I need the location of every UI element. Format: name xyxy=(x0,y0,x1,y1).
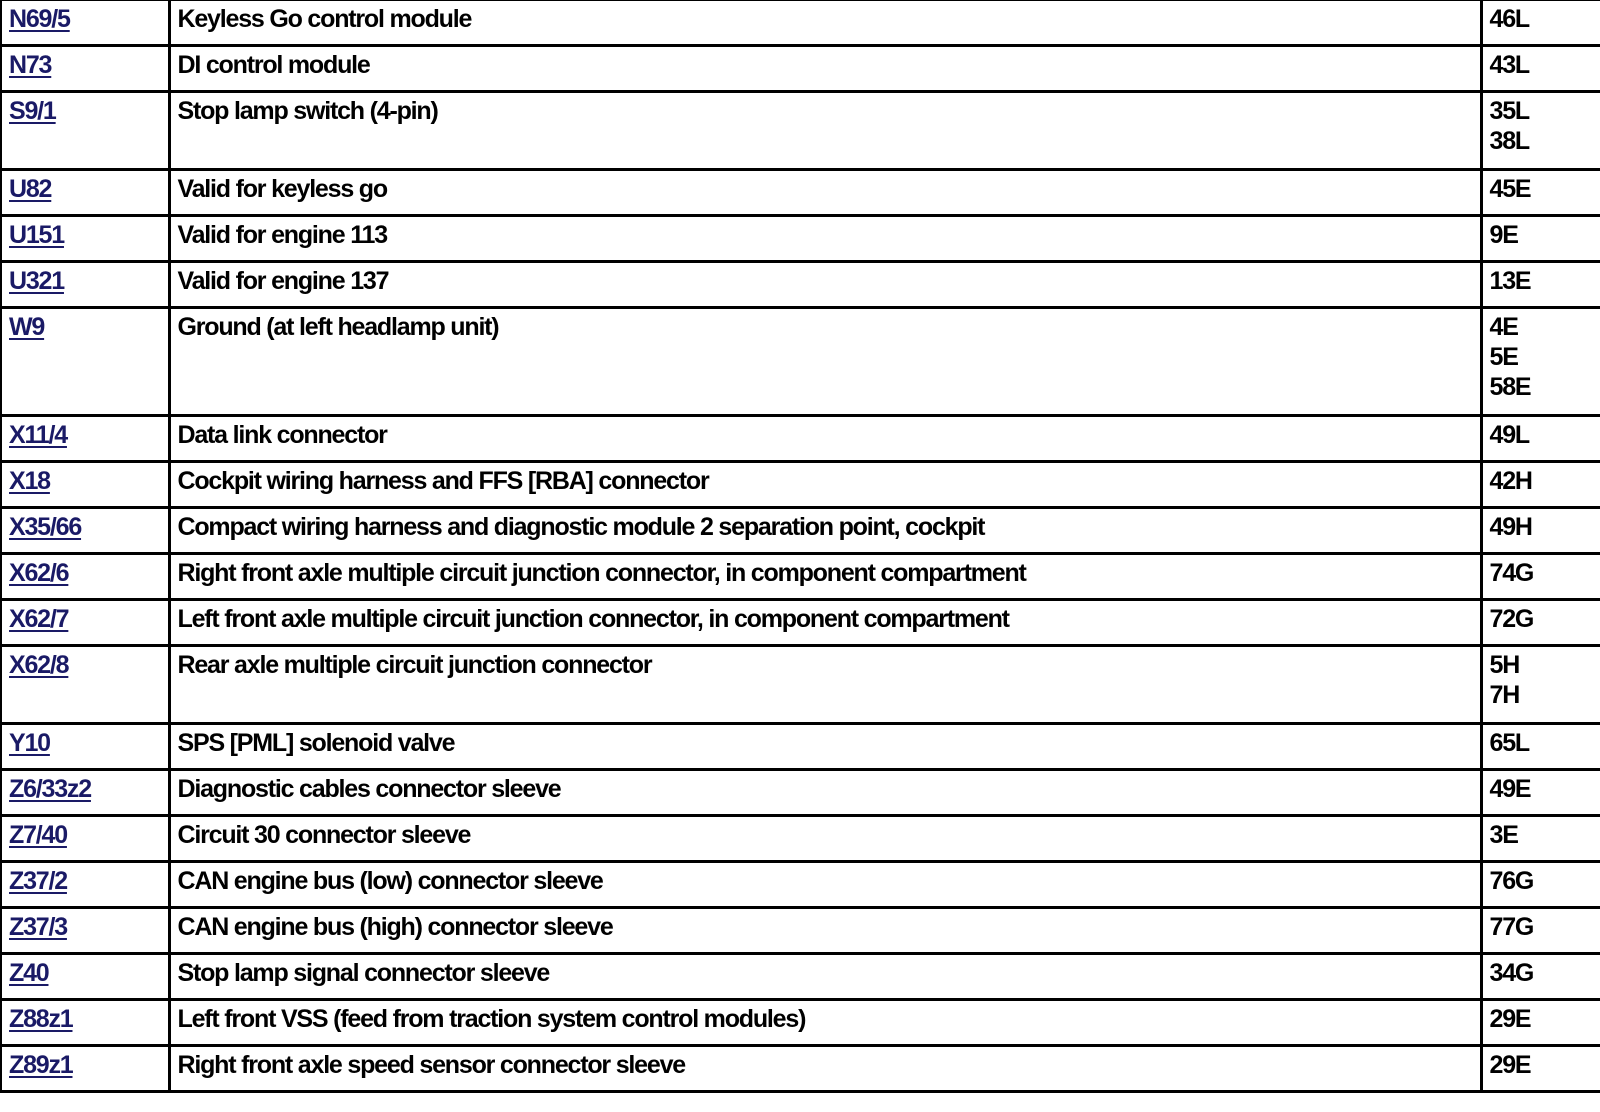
component-description-cell: Rear axle multiple circuit junction connector xyxy=(169,646,1481,724)
table-row xyxy=(1,508,1600,554)
grid-location-cell xyxy=(1481,554,1600,600)
component-description-cell: Left front axle multiple circuit junction connector, in component compartment xyxy=(169,600,1481,646)
component-code-link[interactable]: Z6/33z2 xyxy=(9,775,91,803)
component-code-link[interactable]: X62/6 xyxy=(9,559,69,587)
component-description-cell: DI control module xyxy=(169,46,1481,92)
grid-location: 34G xyxy=(1489,959,1534,987)
table-row xyxy=(1,1046,1600,1092)
component-description-cell: Stop lamp signal connector sleeve xyxy=(169,954,1481,1000)
component-code-cell xyxy=(1,1000,169,1046)
component-description-cell: Stop lamp switch (4-pin) xyxy=(169,92,1481,170)
grid-location: 5E xyxy=(1489,343,1518,371)
grid-location: 42H xyxy=(1489,467,1532,495)
component-code-cell xyxy=(1,262,169,308)
component-code-link[interactable]: U151 xyxy=(9,221,64,249)
component-description-cell: Keyless Go control module xyxy=(169,0,1481,46)
component-code-cell xyxy=(1,600,169,646)
component-description-cell: Valid for keyless go xyxy=(169,170,1481,216)
grid-location-cell xyxy=(1481,600,1600,646)
grid-location-cell xyxy=(1481,0,1600,46)
grid-location-cell xyxy=(1481,1046,1600,1092)
component-code-cell xyxy=(1,216,169,262)
grid-location: 45E xyxy=(1489,175,1531,203)
grid-location-cell xyxy=(1481,816,1600,862)
component-code-link[interactable]: Z40 xyxy=(9,959,49,987)
grid-location-cell xyxy=(1481,1000,1600,1046)
component-description-cell: CAN engine bus (high) connector sleeve xyxy=(169,908,1481,954)
component-code-cell xyxy=(1,954,169,1000)
component-code-link[interactable]: U82 xyxy=(9,175,52,203)
component-description-cell: Cockpit wiring harness and FFS [RBA] connector xyxy=(169,462,1481,508)
table-row xyxy=(1,954,1600,1000)
grid-location-cell xyxy=(1481,646,1600,724)
component-code-cell xyxy=(1,416,169,462)
component-code-link[interactable]: S9/1 xyxy=(9,97,56,125)
component-code-link[interactable]: W9 xyxy=(9,313,45,341)
grid-location: 29E xyxy=(1489,1005,1531,1033)
table-row xyxy=(1,554,1600,600)
grid-location: 38L xyxy=(1489,127,1529,155)
component-code-link[interactable]: U321 xyxy=(9,267,64,295)
grid-location-cell xyxy=(1481,862,1600,908)
component-code-cell xyxy=(1,646,169,724)
component-code-link[interactable]: Z37/3 xyxy=(9,913,67,941)
component-description-cell: Right front axle multiple circuit junction connector, in component compartment xyxy=(169,554,1481,600)
grid-location: 65L xyxy=(1489,729,1529,757)
grid-location: 46L xyxy=(1489,5,1529,33)
component-code-link[interactable]: Z89z1 xyxy=(9,1051,73,1079)
component-code-cell xyxy=(1,816,169,862)
grid-location: 4E xyxy=(1489,313,1518,341)
component-code-cell xyxy=(1,908,169,954)
table-row xyxy=(1,600,1600,646)
component-code-cell xyxy=(1,46,169,92)
grid-location: 49E xyxy=(1489,775,1531,803)
component-description-cell: Right front axle speed sensor connector sleeve xyxy=(169,1046,1481,1092)
grid-location: 29E xyxy=(1489,1051,1531,1079)
table-row xyxy=(1,46,1600,92)
component-description-cell: Valid for engine 137 xyxy=(169,262,1481,308)
component-code-cell xyxy=(1,862,169,908)
component-code-link[interactable]: Z7/40 xyxy=(9,821,67,849)
grid-location-cell xyxy=(1481,508,1600,554)
component-description-cell: Circuit 30 connector sleeve xyxy=(169,816,1481,862)
component-code-link[interactable]: Y10 xyxy=(9,729,50,757)
component-code-cell xyxy=(1,92,169,170)
table-row xyxy=(1,462,1600,508)
table-row xyxy=(1,216,1600,262)
table-row xyxy=(1,0,1600,46)
component-code-link[interactable]: N73 xyxy=(9,51,52,79)
component-description-cell: Ground (at left headlamp unit) xyxy=(169,308,1481,416)
component-code-cell xyxy=(1,170,169,216)
component-code-link[interactable]: X62/7 xyxy=(9,605,69,633)
grid-location: 5H xyxy=(1489,651,1520,679)
grid-location: 35L xyxy=(1489,97,1529,125)
grid-location: 13E xyxy=(1489,267,1531,295)
grid-location-cell xyxy=(1481,954,1600,1000)
grid-location-cell xyxy=(1481,462,1600,508)
grid-location-cell xyxy=(1481,170,1600,216)
grid-location-cell xyxy=(1481,262,1600,308)
component-description-cell: CAN engine bus (low) connector sleeve xyxy=(169,862,1481,908)
grid-location: 58E xyxy=(1489,373,1531,401)
grid-location: 43L xyxy=(1489,51,1529,79)
grid-location-cell xyxy=(1481,46,1600,92)
component-description-cell: SPS [PML] solenoid valve xyxy=(169,724,1481,770)
grid-location-cell xyxy=(1481,216,1600,262)
component-code-link[interactable]: Z88z1 xyxy=(9,1005,73,1033)
component-code-link[interactable]: X18 xyxy=(9,467,50,495)
grid-location: 77G xyxy=(1489,913,1534,941)
component-description-cell: Diagnostic cables connector sleeve xyxy=(169,770,1481,816)
component-description-cell: Data link connector xyxy=(169,416,1481,462)
grid-location: 3E xyxy=(1489,821,1518,849)
component-code-link[interactable]: X62/8 xyxy=(9,651,69,679)
grid-location: 74G xyxy=(1489,559,1534,587)
grid-location-cell xyxy=(1481,770,1600,816)
grid-location: 76G xyxy=(1489,867,1534,895)
component-code-cell xyxy=(1,724,169,770)
component-code-link[interactable]: X35/66 xyxy=(9,513,82,541)
table-row xyxy=(1,308,1600,416)
grid-location: 49H xyxy=(1489,513,1532,541)
grid-location: 9E xyxy=(1489,221,1518,249)
component-code-cell xyxy=(1,462,169,508)
grid-location-cell xyxy=(1481,724,1600,770)
table-row xyxy=(1,92,1600,170)
table-row xyxy=(1,262,1600,308)
grid-location: 49L xyxy=(1489,421,1529,449)
table-row xyxy=(1,170,1600,216)
component-code-link[interactable]: Z37/2 xyxy=(9,867,67,895)
grid-location-cell xyxy=(1481,908,1600,954)
table-row xyxy=(1,646,1600,724)
component-code-cell xyxy=(1,308,169,416)
legend-table-body xyxy=(1,0,1600,1092)
table-row xyxy=(1,862,1600,908)
table-row xyxy=(1,770,1600,816)
table-row xyxy=(1,908,1600,954)
grid-location-cell xyxy=(1481,416,1600,462)
component-code-cell xyxy=(1,1046,169,1092)
table-row xyxy=(1,1000,1600,1046)
grid-location-cell xyxy=(1481,92,1600,170)
table-row xyxy=(1,724,1600,770)
component-code-cell xyxy=(1,508,169,554)
component-description-cell: Left front VSS (feed from traction system control modules) xyxy=(169,1000,1481,1046)
component-description-cell: Compact wiring harness and diagnostic module 2 separation point, cockpit xyxy=(169,508,1481,554)
table-row xyxy=(1,816,1600,862)
component-description-cell: Valid for engine 113 xyxy=(169,216,1481,262)
component-code-cell xyxy=(1,554,169,600)
component-code-link[interactable]: N69/5 xyxy=(9,5,70,33)
grid-location: 72G xyxy=(1489,605,1534,633)
grid-location: 7H xyxy=(1489,681,1520,709)
component-code-cell xyxy=(1,770,169,816)
component-code-link[interactable]: X11/4 xyxy=(9,421,67,449)
table-row xyxy=(1,416,1600,462)
component-code-cell xyxy=(1,0,169,46)
grid-location-cell xyxy=(1481,308,1600,416)
